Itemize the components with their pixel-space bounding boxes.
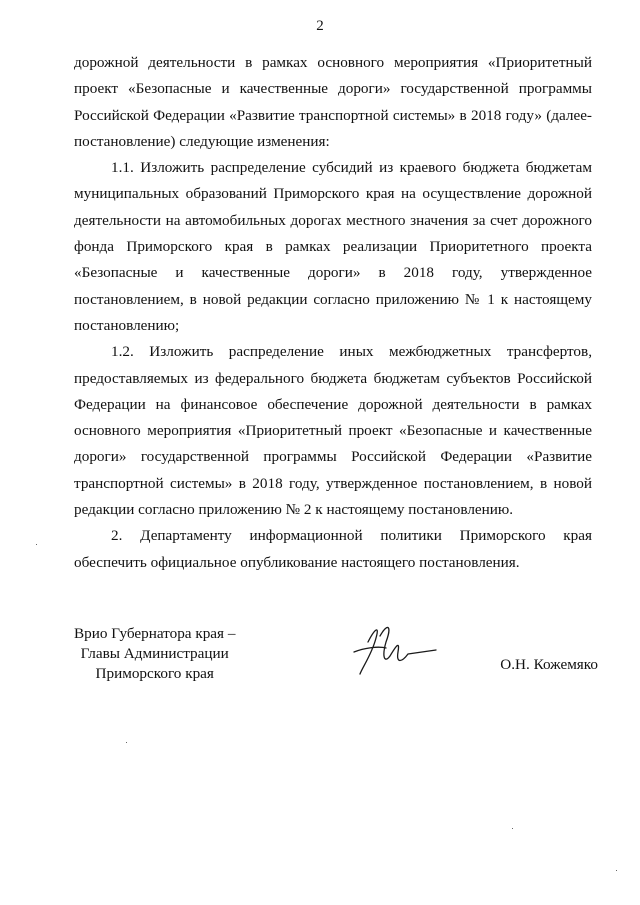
signatory-title-line3: Приморского края — [95, 665, 214, 682]
signatory-title — [74, 624, 235, 684]
signatory-name: О.Н. Кожемяко — [500, 656, 598, 673]
signatory-title-line1: Врио Губернатора края – — [74, 625, 236, 642]
signatory-title-line2: Главы Администрации — [80, 645, 229, 662]
scan-speck — [126, 742, 127, 743]
scan-speck — [512, 828, 513, 829]
paragraph-1-1: 1.1. Изложить распределение субсидий из краевого бюджета бюджетам муниципальных образований Приморского края на осуществление дорожной деятельности на автомобильных дорогах местного значения за счет дорожного фонда Приморского края в рамках реализации Приоритетного проекта «Безопасные и качественные дороги» в 2018 году, утвержденное постановлением, в новой редакции согласно приложению № 1 к настоящему постановлению; — [74, 159, 592, 334]
paragraph-intro: дорожной деятельности в рамках основного мероприятия «Приоритетный проект «Безопасные и качественные дороги» государственной программы Российской Федерации «Развитие транспортной системы» в 2018 году» (далее- постановление) следующие изменения: — [74, 54, 592, 150]
handwritten-signature — [340, 612, 440, 682]
scan-speck — [36, 544, 37, 545]
scan-speck — [616, 870, 617, 871]
paragraph-2: 2. Департаменту информационной политики Приморского края обеспечить официальное опубликование настоящего постановления. — [74, 527, 592, 571]
page-number: 2 — [316, 18, 324, 34]
paragraph-1-2: 1.2. Изложить распределение иных межбюджетных трансфертов, предоставляемых из федерального бюджета бюджетам субъектов Российской Федерации на финансовое обеспечение дорожной деятельности в рамках основного мероприятия «Приоритетный проект «Безопасные и качественные дороги» государственной программы Российской Федерации «Развитие транспортной системы» в 2018 году, утвержденное постановлением, в новой редакции согласно приложению № 2 к настоящему постановлению. — [74, 343, 592, 519]
document-body — [74, 50, 592, 576]
